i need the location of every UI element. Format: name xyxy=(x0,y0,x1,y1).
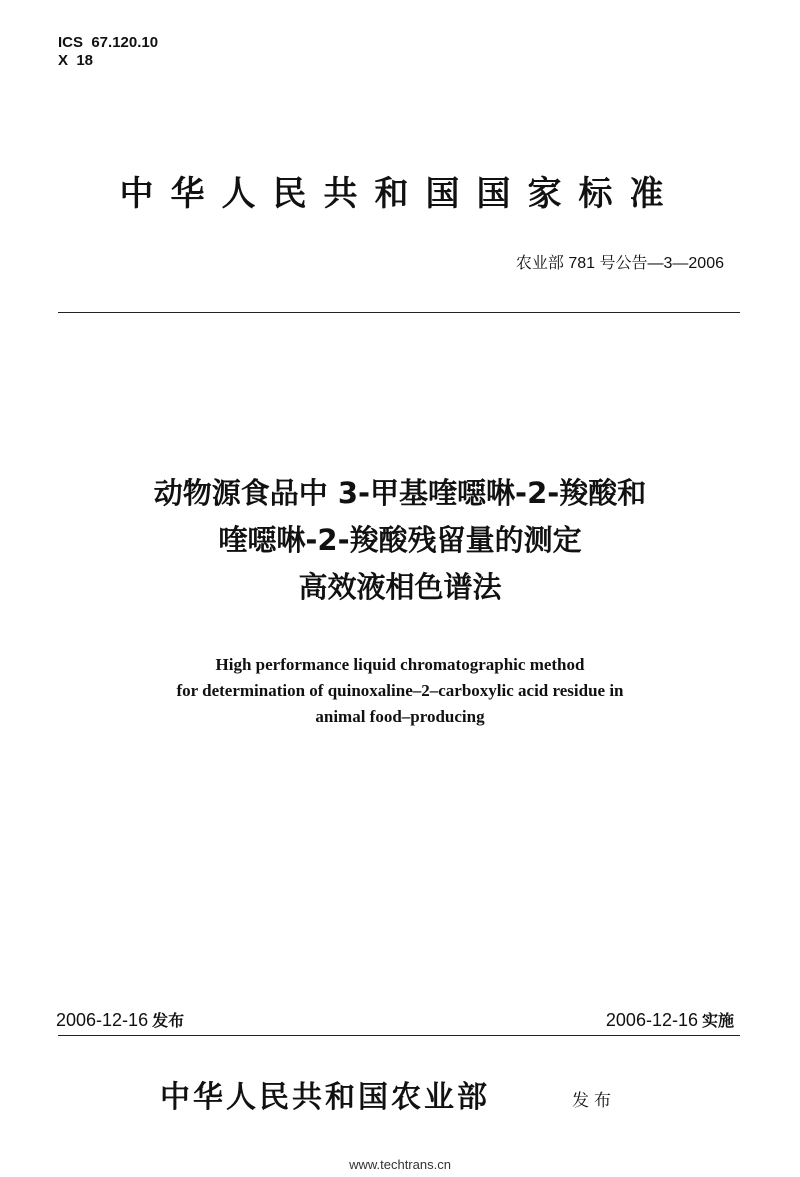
implementation-date xyxy=(606,1008,734,1031)
english-title-line-3: animal food–producing xyxy=(315,707,485,726)
chinese-title xyxy=(40,470,760,611)
top-divider xyxy=(58,312,740,313)
english-title-line-1: High performance liquid chromatographic method xyxy=(215,655,585,674)
issue-label: 发布 xyxy=(152,1011,185,1030)
chinese-title-line-3: 高效液相色谱法 xyxy=(298,570,502,604)
category-code: X 18 xyxy=(58,52,94,69)
english-title xyxy=(40,652,760,730)
implementation-date-value: 2006-12-16 xyxy=(605,1010,698,1030)
english-title-line-2: for determination of quinoxaline–2–carboxylic acid residue in xyxy=(176,681,624,700)
issue-date xyxy=(56,1008,184,1031)
implementation-label: 实施 xyxy=(701,1011,734,1030)
publisher-action: 发布 xyxy=(572,1091,616,1111)
website-link[interactable]: www.techtrans.cn xyxy=(349,1157,451,1172)
classification-codes xyxy=(58,34,158,70)
issue-date-value: 2006-12-16 xyxy=(56,1010,149,1030)
national-standard-title: 中华人民共和国国家标准 xyxy=(119,174,681,214)
ics-code: ICS 67.120.10 xyxy=(58,34,159,51)
bottom-divider xyxy=(58,1035,740,1036)
publisher-name: 中华人民共和国农业部 xyxy=(160,1080,490,1115)
chinese-title-line-1: 动物源食品中 3-甲基喹噁啉-2-羧酸和 xyxy=(153,476,647,510)
chinese-title-line-2: 喹噁啉-2-羧酸残留量的测定 xyxy=(218,523,582,557)
standard-number: 农业部 781 号公告—3—2006 xyxy=(515,255,724,272)
